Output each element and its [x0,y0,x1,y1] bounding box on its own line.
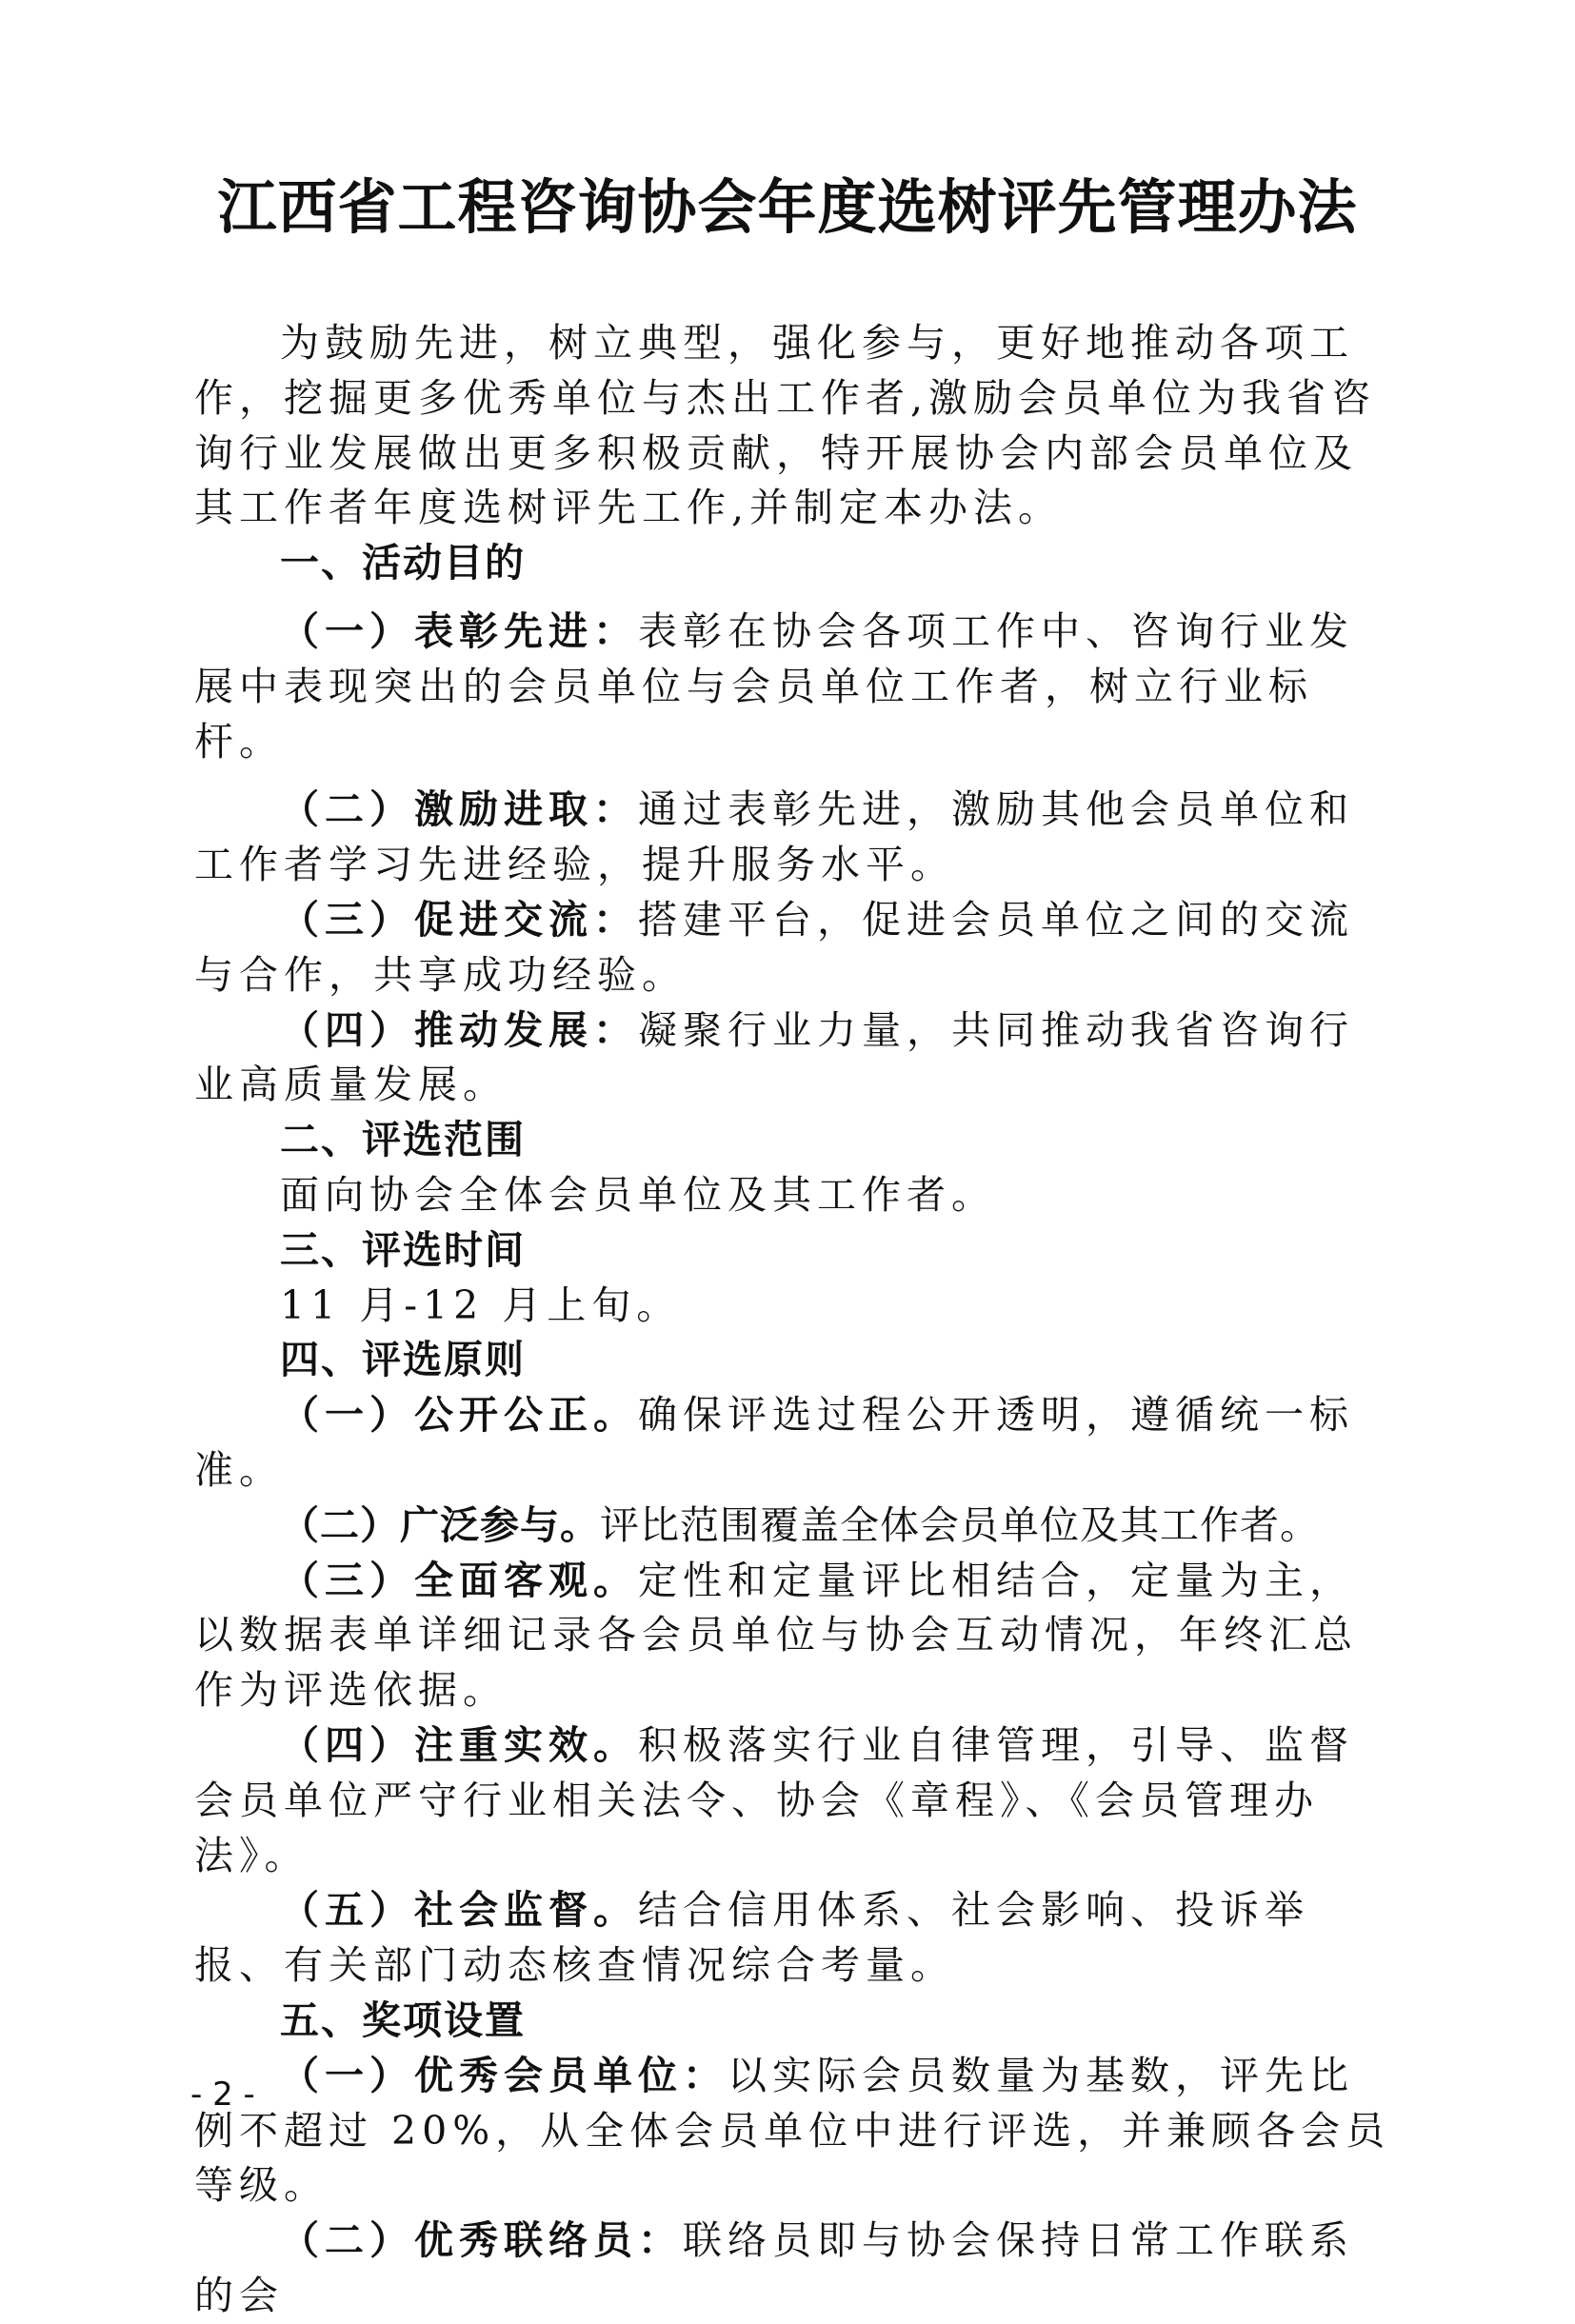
item-text: 联络员即与协会保持日常工作联系的会 [194,2217,1354,2318]
item-label: （二）广泛参与。 [280,1501,600,1548]
section-heading-principles: 四、评选原则 [280,1337,526,1383]
item-text: 表彰在协会各项工作中、咨询行业发展中表现突出的会员单位与会员单位工作者，树立行业标杆。 [194,607,1354,765]
principle-item [194,1554,1396,1718]
item-label: （二）优秀联络员： [280,2217,683,2264]
principle-item [194,1883,1396,1994]
purpose-item [194,1003,1396,1114]
principle-item [194,1388,1396,1499]
item-text: 凝聚行业力量，共同推动我省咨询行业高质量发展。 [194,1006,1354,1108]
page-number: - 2 - [190,2076,255,2114]
item-label: （三）促进交流： [280,896,638,943]
item-label: （一）优秀会员单位： [280,2052,728,2098]
section-heading-awards: 五、奖项设置 [280,1996,526,2043]
item-label: （一）公开公正。 [280,1392,638,1439]
item-text: 积极落实行业自律管理，引导、监督会员单位严守行业相关法令、协会《章程》、《会员管理办法》。 [194,1721,1354,1878]
item-label: （四）注重实效。 [280,1721,638,1768]
award-item [194,2214,1396,2324]
item-label: （三）全面客观。 [280,1557,638,1603]
award-item [194,2049,1396,2214]
section-heading-purpose: 一、活动目的 [280,540,526,586]
item-label: （一）表彰先进： [280,607,638,654]
item-text: 通过表彰先进，激励其他会员单位和工作者学习先进经验，提升服务水平。 [194,786,1354,888]
purpose-item [194,605,1396,769]
item-text: 以实际会员数量为基数，评先比例不超过 20%，从全体会员单位中进行评选，并兼顾各会员等级。 [194,2052,1391,2209]
item-text: 搭建平台，促进会员单位之间的交流与合作，共享成功经验。 [194,896,1354,998]
item-label: （二）激励进取： [280,786,638,833]
section-heading-time: 三、评选时间 [280,1226,526,1273]
scope-text: 面向协会全体会员单位及其工作者。 [280,1171,996,1218]
item-text: 结合信用体系、社会影响、投诉举报、有关部门动态核查情况综合考量。 [194,1887,1309,1989]
purpose-item [194,893,1396,1003]
principle-item [194,1499,1396,1554]
document-title: 江西省工程咨询协会年度选树评先管理办法 [217,172,1358,242]
purpose-item [194,783,1396,893]
principle-item [194,1718,1396,1883]
item-label: （五）社会监督。 [280,1887,638,1934]
item-text: 评比范围覆盖全体会员单位及其工作者。 [600,1501,1320,1548]
time-text: 11 月-12 月上旬。 [280,1281,682,1328]
item-text: 确保评选过程公开透明，遵循统一标准。 [194,1392,1354,1493]
intro-paragraph: 为鼓励先进，树立典型，强化参与，更好地推动各项工作，挖掘更多优秀单位与杰出工作者,激励会员单位为我省咨询行业发展做出更多积极贡献，特开展协会内部会员单位及其工作者年度选树评先工作,并制定本办法。 [194,320,1377,531]
item-label: （四）推动发展： [280,1006,638,1053]
section-heading-scope: 二、评选范围 [280,1117,526,1163]
item-text: 定性和定量评比相结合，定量为主，以数据表单详细记录各会员单位与协会互动情况，年终汇总作为评选依据。 [194,1557,1358,1714]
document-body [194,316,1396,2324]
